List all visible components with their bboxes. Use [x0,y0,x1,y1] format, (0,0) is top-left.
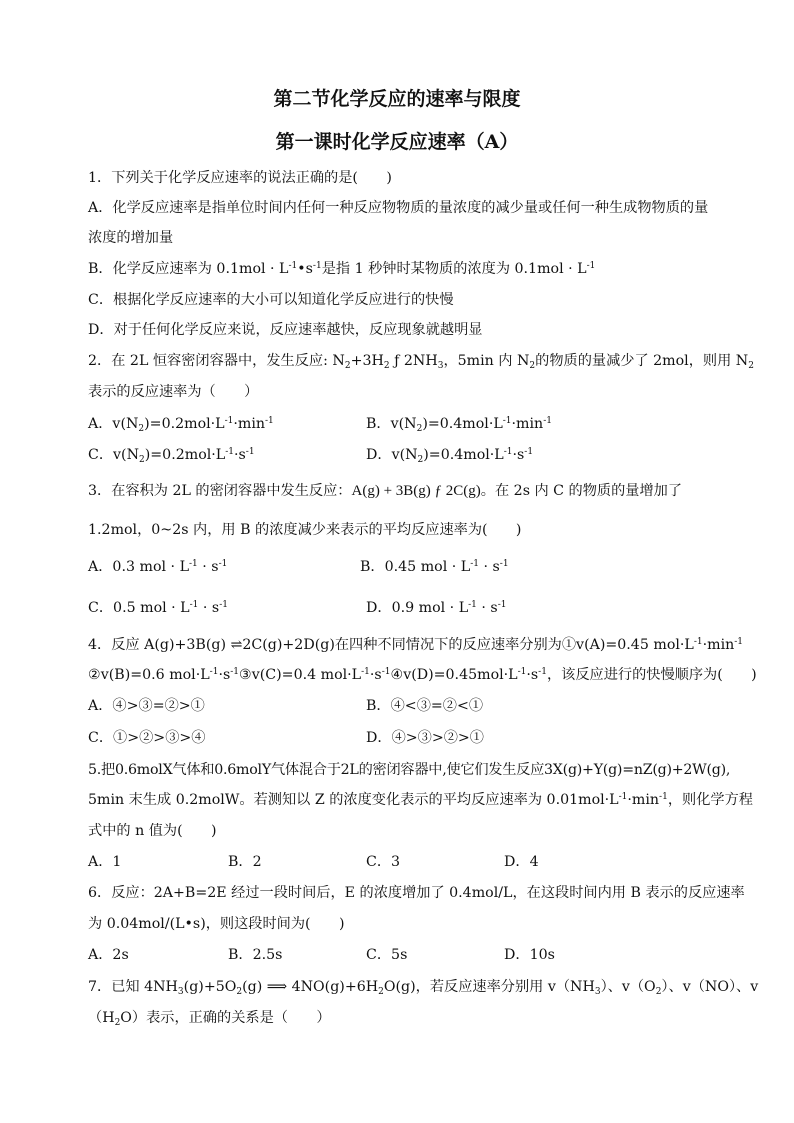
q6-option-d: D．10s [504,947,555,963]
q1-stem: 1．下列关于化学反应速率的说法正确的是( ) [88,170,392,186]
q3-stem-line1: 3．在容积为 2L 的密闭容器中发生反应：A(g) + 3B(g) ƒ 2C(g)。在 2s 内 C 的物质的量增加了 [88,483,683,499]
q7-stem-line1: 7．已知 $4NH_3(g)+5O_2(g)$ ⟹ $4NO(g)+6H_2O(g)$，若反应速率分别用 $v(NH_3)$、$v(O_2)$、v（NO）、v [88,979,759,997]
q2-option-b: B．$v(N_2)=0.4mol\cdot L^{-1}\cdot\min^{-1}$ [366,416,552,434]
q3-option-d: D．0.9 mol · $L^{-1} \cdot s^{-1}$ [366,600,507,616]
q5-option-c: C．3 [366,854,401,870]
q4-option-a: A．④>③=②>① [88,698,205,714]
q5-stem-line3: 式中的 n 值为( ) [88,823,217,839]
q6-option-a: A．2s [88,947,129,963]
q2-option-a: A．$v(N_2)=0.2mol\cdot L^{-1}\cdot\min^{-1}$ [88,416,274,434]
q5-option-d: D．4 [504,854,539,870]
q2-option-d: D．$v(N_2)=0.4mol\cdot L^{-1}\cdot s^{-1}$ [366,447,534,465]
q5-stem-line2: 5min 末生成 0.2molW。若测知以 Z 的浓度变化表示的平均反应速率为 $0.01mol\cdot L^{-1}\cdot\min^{-1}$，则化学方程 [88,792,753,808]
q6-stem-line2: 为 0.04mol/(L•s)，则这段时间为( ) [88,916,345,932]
q6-stem-line1: 6．反应：2A+B=2E 经过一段时间后，E 的浓度增加了 0.4mol/L，在这段时间内用 B 表示的反应速率 [88,885,745,901]
q3-stem-line2: 1.2mol，0~2s 内，用 B 的浓度减少来表示的平均反应速率为( ) [88,522,522,538]
q1-option-b: B．化学反应速率为 $0.1mol \cdot L^{-1}•s^{-1}$是指 1 秒钟时某物质的浓度为 $0.1mol \cdot L^{-1}$ [88,261,596,277]
q1-option-d: D．对于任何化学反应来说，反应速率越快，反应现象就越明显 [88,322,483,338]
q6-option-c: C．5s [366,947,408,963]
q4-stem-line1: 4．反应 A(g)+3B(g) ⇌2C(g)+2D(g)在四种不同情况下的反应速率分别为①v(A)=0.45 $mol\cdot L^{-1}\cdot\min^{-1}$ [88,637,744,653]
q1-option-c: C．根据化学反应速率的大小可以知道化学反应进行的快慢 [88,292,454,308]
q4-option-d: D．④>③>②>① [366,730,484,746]
q4-option-b: B．④<③=②<① [366,698,484,714]
q3-option-c: C．0.5 mol · $L^{-1} \cdot s^{-1}$ [88,600,228,616]
q6-option-b: B．2.5s [228,947,283,963]
q1-option-a-line1: A．化学反应速率是指单位时间内任何一种反应物物质的量浓度的减少量或任何一种生成物物质的量 [88,200,709,216]
section-title: 第二节化学反应的速率与限度 [273,88,521,110]
q5-option-a: A．1 [88,854,122,870]
q4-option-c: C．①>②>③>④ [88,730,206,746]
q5-stem-line1: 5.把0.6molX气体和0.6molY气体混合于2L的密闭容器中,使它们发生反应3X(g)+Y(g)=nZ(g)+2W(g), [88,762,731,778]
q4-stem-line2: ②v(B)=0.6 $mol\cdot L^{-1}\cdot s^{-1}③v(C)=0.4$ $mol\cdot L^{-1}\cdot s^{-1}④v(D)=0.45mol\cdot L^{-1}\cdot s^{-1}$，该反应进行的快慢顺序为( ) [88,667,757,683]
q2-option-c: C．$v(N_2)=0.2mol\cdot L^{-1}\cdot s^{-1}$ [88,447,255,465]
q3-equation: A(g) + 3B(g) ƒ 2C(g) [351,483,481,499]
q3-option-a: A．0.3 mol · $L^{-1} \cdot s^{-1}$ [88,559,228,575]
q2-stem-line1: 2．在 2L 恒容密闭容器中，发生反应: $N_2+3H_2$ ƒ $2NH_3$，5min 内 $N_2$的物质的量减少了 2mol，则用 $N_2$ [88,353,754,371]
q7-stem-line2: $(H_2O)$表示，正确的关系是（ ） [88,1010,331,1028]
lesson-title: 第一课时化学反应速率（A） [275,131,519,153]
q2-stem-line2: 表示的反应速率为（ ） [88,384,259,400]
q5-option-b: B．2 [228,854,262,870]
q1-option-a-line2: 浓度的增加量 [88,230,174,246]
q3-option-b: B．0.45 mol · $L^{-1} \cdot s^{-1}$ [360,559,509,575]
